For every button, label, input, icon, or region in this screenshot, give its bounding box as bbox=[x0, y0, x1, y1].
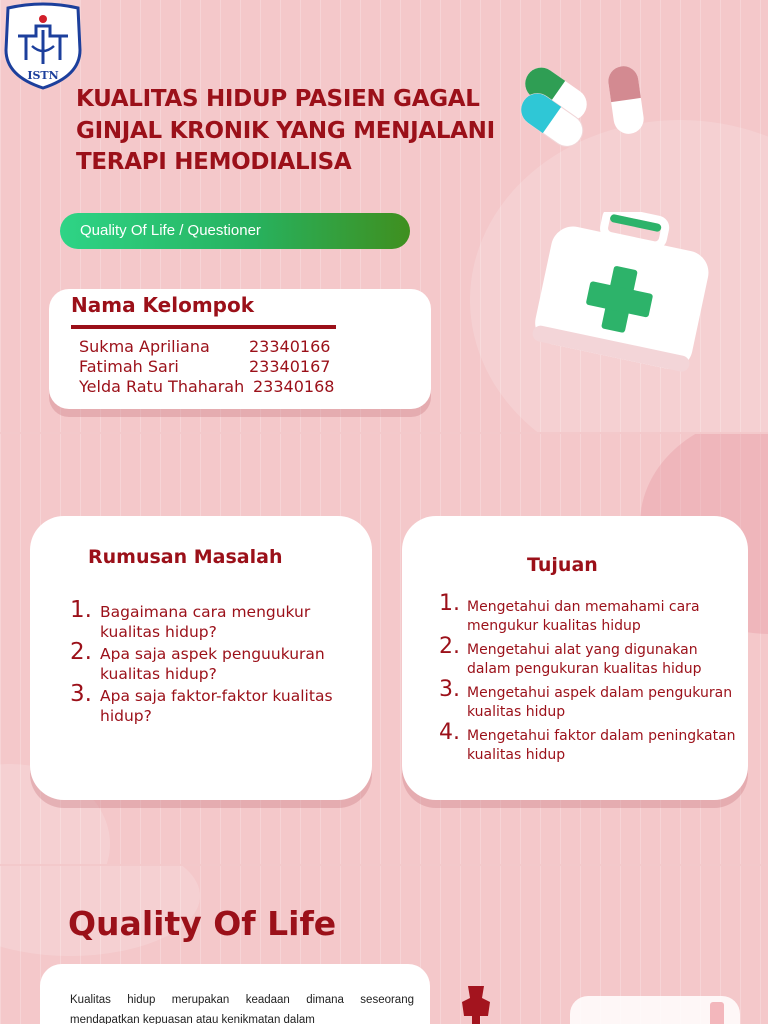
member-name: Fatimah Sari bbox=[79, 357, 179, 376]
group-title: Nama Kelompok bbox=[71, 293, 255, 317]
list-item: 2. Apa saja aspek penguukuran kualitas hidup? bbox=[70, 639, 325, 683]
list-item: 4. Mengetahui faktor dalam peningkatan kualitas hidup bbox=[439, 720, 736, 763]
group-card bbox=[49, 289, 431, 409]
page-title: KUALITAS HIDUP PASIEN GAGAL GINJAL KRONIK YANG MENJALANI TERAPI HEMODIALISA bbox=[76, 86, 495, 175]
section-title: Quality Of Life bbox=[68, 904, 337, 943]
istn-logo-icon bbox=[2, 2, 84, 90]
group-divider bbox=[71, 325, 336, 329]
member-name: Sukma Apriliana bbox=[79, 337, 210, 356]
member-id: 23340166 bbox=[249, 337, 331, 356]
tujuan-title: Tujuan bbox=[527, 554, 598, 576]
slide-title bbox=[0, 0, 768, 432]
slide-quality-of-life bbox=[0, 866, 768, 1024]
slide-objectives bbox=[0, 434, 768, 864]
rumusan-card bbox=[30, 516, 372, 800]
list-item: 3. Mengetahui aspek dalam pengukuran kualitas hidup bbox=[439, 677, 733, 720]
list-item: 1. Bagaimana cara mengukur kualitas hidup? bbox=[70, 597, 311, 641]
svg-text:ISTN: ISTN bbox=[27, 69, 59, 82]
capsule-icon bbox=[512, 60, 682, 170]
tujuan-card bbox=[402, 516, 748, 800]
list-item: 2. Mengetahui alat yang digunakan dalam pengukuran kualitas hidup bbox=[439, 634, 702, 677]
list-item: 1. Mengetahui dan memahami cara mengukur kualitas hidup bbox=[439, 591, 700, 634]
member-id: 23340167 bbox=[249, 357, 331, 376]
rumusan-title: Rumusan Masalah bbox=[88, 546, 283, 568]
tujuan-list bbox=[439, 591, 739, 770]
medicine-kit-icon bbox=[528, 212, 718, 382]
qol-paragraph: Kualitas hidup merupakan keadaan dimana seseorang mendapatkan kepuasan atau kenikmatan dalam bbox=[70, 994, 414, 1024]
rumusan-list bbox=[70, 597, 360, 728]
thermometer-icon bbox=[446, 984, 506, 1024]
qol-card bbox=[40, 964, 430, 1024]
member-name: Yelda Ratu Thaharah bbox=[79, 377, 245, 396]
list-item: 3. Apa saja faktor-faktor kualitas hidup? bbox=[70, 681, 333, 725]
subtitle-pill: Quality Of Life / Questioner bbox=[60, 213, 410, 249]
member-id: 23340168 bbox=[253, 377, 335, 396]
medicine-kit-icon bbox=[560, 990, 750, 1024]
